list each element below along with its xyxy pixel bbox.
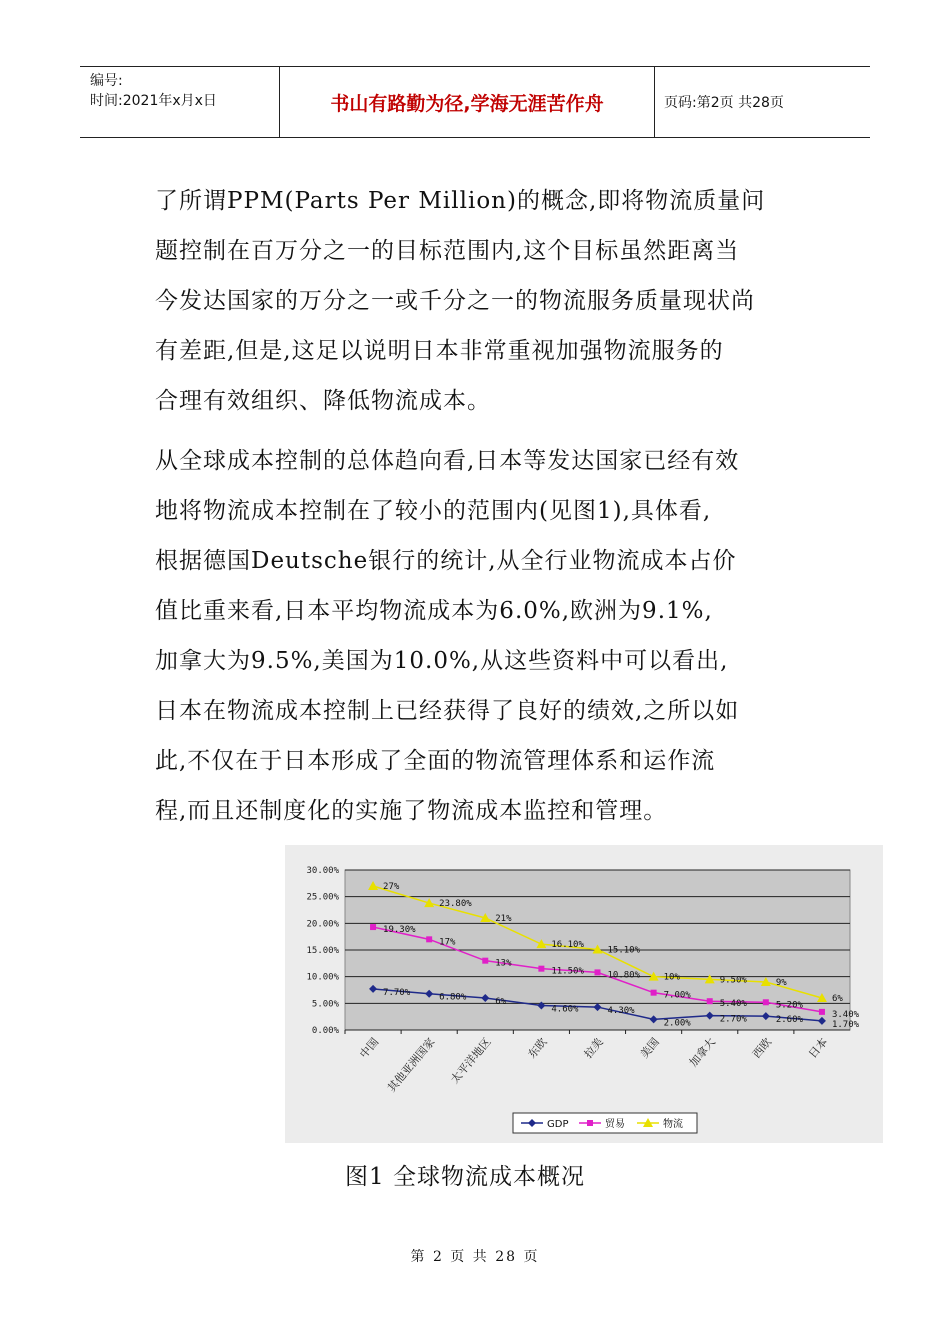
y-tick-label: 20.00% — [306, 919, 339, 930]
data-label: 7.00% — [663, 990, 691, 1001]
y-tick-label: 15.00% — [306, 946, 339, 956]
text-line: 根据德国Deutsche银行的统计,从全行业物流成本占价 — [155, 548, 737, 574]
text-line: 从全球成本控制的总体趋向看,日本等发达国家已经有效 — [155, 448, 740, 474]
data-label: 5.40% — [719, 999, 747, 1010]
x-tick-label: 美国 — [637, 1035, 662, 1061]
legend-marker — [587, 1120, 593, 1126]
text-line: 此,不仅在于日本形成了全面的物流管理体系和运作流 — [155, 748, 716, 774]
legend-label: GDP — [547, 1119, 569, 1130]
data-label: 9% — [775, 978, 787, 988]
paragraph-2 — [155, 436, 805, 836]
data-label: 4.60% — [551, 1004, 579, 1015]
data-point — [595, 969, 601, 975]
data-label: 15.10% — [607, 945, 641, 956]
data-label: 16.10% — [551, 940, 584, 951]
logistics-cost-chart — [285, 845, 883, 1143]
doc-number-label: 编号: — [90, 73, 123, 89]
y-tick-label: 25.00% — [306, 892, 339, 903]
x-tick-label: 西欧 — [750, 1035, 775, 1061]
data-label: 2.60% — [775, 1015, 803, 1026]
text-line: 合理有效组织、降低物流成本。 — [155, 388, 491, 414]
data-label: 13% — [495, 958, 512, 969]
data-label: 6% — [831, 994, 843, 1004]
data-label: 6.80% — [439, 992, 467, 1003]
x-tick-label: 拉美 — [581, 1035, 606, 1061]
data-label: 7.70% — [383, 987, 411, 998]
data-point — [763, 999, 769, 1005]
data-label: 10% — [663, 972, 680, 983]
data-point — [482, 958, 488, 964]
x-tick-label: 太平洋地区 — [448, 1035, 494, 1087]
page-header — [80, 66, 870, 138]
text-line: 值比重来看,日本平均物流成本为6.0%,欧洲为9.1%, — [155, 598, 713, 624]
text-line: 加拿大为9.5%,美国为10.0%,从这些资料中可以看出, — [155, 648, 729, 674]
header-motto: 书山有路勤为径,学海无涯苦作舟 — [280, 67, 655, 137]
data-label: 17% — [439, 937, 456, 948]
data-label: 9.50% — [719, 975, 747, 986]
data-point — [426, 936, 432, 942]
x-tick-label: 中国 — [357, 1035, 382, 1061]
data-label: 2.70% — [719, 1014, 747, 1025]
x-tick-label: 加拿大 — [686, 1035, 719, 1070]
y-tick-label: 10.00% — [306, 972, 339, 983]
figure-caption: 图1 全球物流成本概况 — [345, 1164, 585, 1190]
doc-time-label: 时间:2021年x月x日 — [90, 93, 217, 109]
page-footer: 第 2 页 共 28 页 — [410, 1249, 540, 1265]
header-meta — [80, 67, 280, 137]
text-line: 今发达国家的万分之一或千分之一的物流服务质量现状尚 — [155, 288, 755, 314]
data-label: 11.50% — [551, 966, 584, 977]
legend-label: 物流 — [663, 1119, 683, 1130]
text-line: 有差距,但是,这足以说明日本非常重视加强物流服务的 — [155, 338, 724, 364]
x-tick-label: 东欧 — [525, 1035, 550, 1061]
header-page-info: 页码:第2页 共28页 — [664, 95, 784, 111]
data-label: 21% — [495, 914, 512, 924]
y-tick-label: 30.00% — [306, 866, 339, 876]
data-label: 10.80% — [607, 970, 641, 981]
data-point — [651, 990, 657, 996]
data-point — [370, 924, 376, 930]
data-label: 4.30% — [607, 1006, 635, 1017]
data-point — [707, 998, 713, 1004]
data-label: 23.80% — [439, 899, 472, 910]
text-line: 题控制在百万分之一的目标范围内,这个目标虽然距离当 — [155, 238, 740, 264]
text-line: 程,而且还制度化的实施了物流成本监控和管理。 — [155, 798, 668, 824]
data-point — [819, 1009, 825, 1015]
text-line: 了所谓PPM(Parts Per Million)的概念,即将物流质量问 — [155, 188, 766, 214]
data-label: 1.70% — [831, 1019, 860, 1030]
data-label: 5.20% — [775, 1000, 803, 1011]
y-tick-label: 5.00% — [311, 999, 339, 1010]
data-label: 27% — [383, 882, 400, 892]
chart-svg — [285, 845, 883, 1143]
y-tick-label: 0.00% — [311, 1026, 339, 1036]
x-tick-label: 其他亚洲国家 — [385, 1035, 438, 1095]
paragraph-1 — [155, 176, 805, 426]
data-label: 2.00% — [663, 1018, 691, 1029]
text-line: 地将物流成本控制在了较小的范围内(见图1),具体看, — [155, 498, 712, 524]
data-point — [538, 966, 544, 972]
legend-label: 贸易 — [605, 1119, 625, 1130]
x-tick-label: 日本 — [806, 1035, 831, 1061]
data-label: 6% — [495, 997, 507, 1007]
data-label: 3.40% — [831, 1009, 860, 1020]
text-line: 日本在物流成本控制上已经获得了良好的绩效,之所以如 — [155, 698, 740, 724]
data-label: 19.30% — [383, 925, 416, 936]
